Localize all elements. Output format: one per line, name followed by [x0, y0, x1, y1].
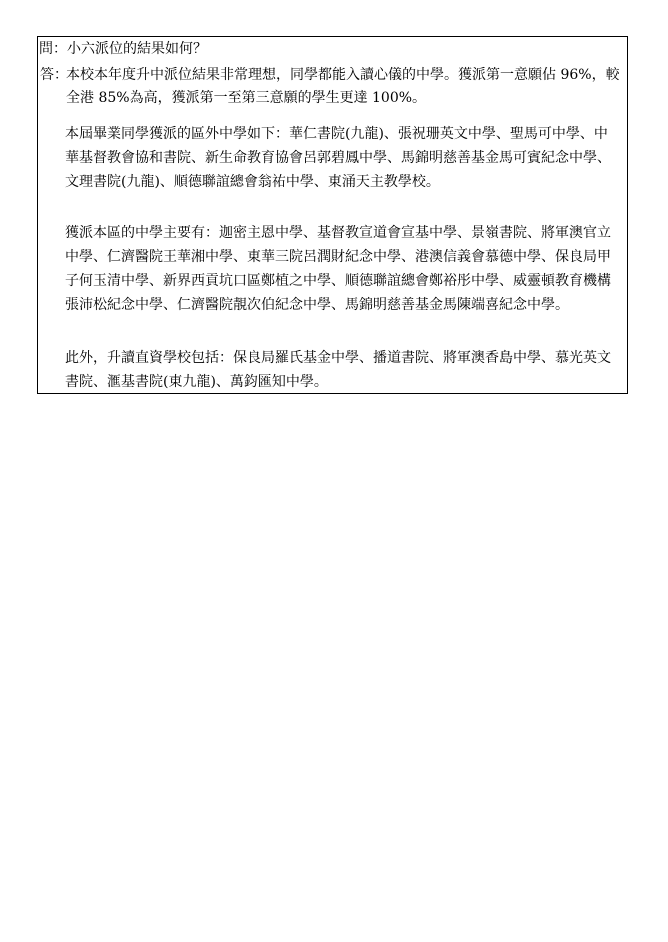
- paragraph-in-district-schools: 獲派本區的中學主要有：迦密主恩中學、基督教宣道會宣基中學、景嶺書院、將軍澳官立中學、仁濟醫院王華湘中學、東華三院呂潤財紀念中學、港澳信義會慕德中學、保良局甲子何玉清中學、新界西貢坑口區鄭植之中學、順德聯誼總會鄭裕彤中學、威靈頓教育機構張沛松紀念中學、仁濟醫院靚次伯紀念中學、馬錦明慈善基金馬陳端喜紀念中學。: [65, 225, 611, 313]
- qa-box: [37, 36, 628, 394]
- answer-block: [40, 64, 620, 110]
- paragraph-dss-schools: 此外，升讀直資學校包括：保良局羅氏基金中學、播道書院、將軍澳香島中學、慕光英文書院、滙基書院(東九龍)、萬鈞匯知中學。: [65, 350, 611, 390]
- answer-intro-text: 本校本年度升中派位結果非常理想，同學都能入讀心儀的中學。獲派第一意願佔 96%，較全港 85%為高，獲派第一至第三意願的學生更達 100%。: [66, 67, 620, 106]
- paragraph-out-of-district-schools: 本屆畢業同學獲派的區外中學如下：華仁書院(九龍)、張祝珊英文中學、聖馬可中學、中華基督教會協和書院、新生命教育協會呂郭碧鳳中學、馬錦明慈善基金馬可賓紀念中學、文理書院(九龍)、順德聯誼總會翁祐中學、東涌天主教學校。: [65, 126, 611, 190]
- answer-label: 答：: [40, 67, 68, 83]
- question-text: 問：小六派位的結果如何？: [39, 41, 207, 57]
